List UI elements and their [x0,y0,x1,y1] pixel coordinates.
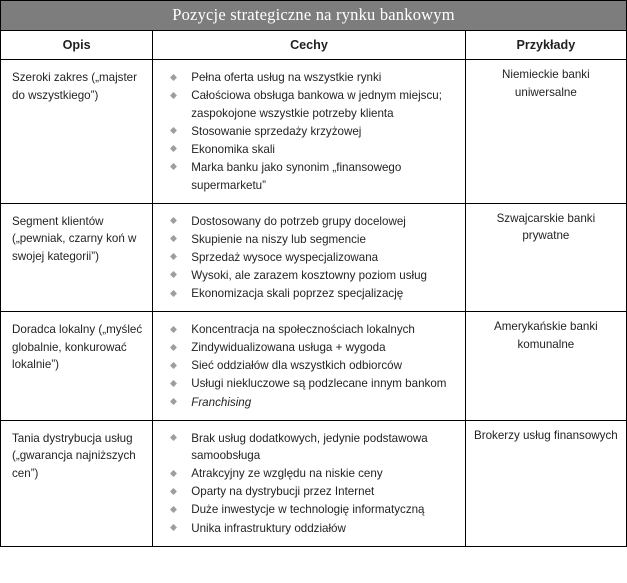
feature-list-item [153,520,454,538]
diamond-bullet-icon [171,164,177,170]
row-example-cell [465,203,626,311]
feature-list-item [153,483,454,501]
feature-text: Usługi niekluczowe są podzlecane innym bankom [191,377,447,391]
table-body [1,60,627,547]
table-row [1,203,627,311]
diamond-bullet-icon [171,381,177,387]
row-features-cell [153,203,465,311]
diamond-bullet-icon [171,146,177,152]
feature-text: Koncentracja na społecznościach lokalnych [191,323,415,337]
feature-text: Skupienie na niszy lub segmencie [191,232,366,246]
feature-list-item [153,357,454,375]
feature-list-item [153,213,454,231]
table-title-row [1,1,627,31]
feature-text: Oparty na dystrybucji przez Internet [191,485,375,499]
row-example-wrap [466,204,626,251]
diamond-bullet-icon [171,236,177,242]
row-description-cell [1,420,153,546]
feature-list-item [153,321,454,339]
feature-text: Wysoki, ale zarazem kosztowny poziom usług [191,268,427,282]
feature-text: Ekonomizacja skali poprzez specjalizację [191,287,404,301]
diamond-bullet-icon [171,435,177,441]
table-header-row [1,31,627,60]
row-example-text: Brokerzy usług finansowych [474,428,618,442]
row-features-cell [153,60,465,204]
row-description-text: Tania dystrybucja usług („gwarancja najniższych cen”) [12,431,136,480]
feature-list-item [153,231,454,249]
table-row [1,60,627,204]
feature-text: Całościowa obsługa bankowa w jednym miejscu; zaspokojone wszystkie potrzeby klienta [191,89,442,120]
feature-text: Franchising [191,395,252,409]
feature-list-item [153,339,454,357]
feature-text: Zindywidualizowana usługa + wygoda [191,341,386,355]
table-row [1,420,627,546]
diamond-bullet-icon [171,345,177,351]
diamond-bullet-icon [171,93,177,99]
feature-text: Atrakcyjny ze względu na niskie ceny [191,467,383,481]
feature-text: Stosowanie sprzedaży krzyżowej [191,124,362,138]
feature-list-item [153,69,454,87]
diamond-bullet-icon [171,363,177,369]
row-example-wrap [466,312,626,359]
row-features-cell [153,420,465,546]
feature-list [153,204,464,311]
feature-list-item [153,159,454,194]
feature-text: Marka banku jako synonim „finansowego supermarketu” [191,160,402,192]
row-description-text: Doradca lokalny („myśleć globalnie, konkurować lokalnie”) [12,323,143,372]
diamond-bullet-icon [171,75,177,81]
feature-text: Sprzedaż wysoce wyspecjalizowana [191,250,379,264]
row-description-cell [1,60,153,204]
column-header-cechy: Cechy [153,31,465,60]
table-title: Pozycje strategiczne na rynku bankowym [1,1,627,31]
feature-list [153,312,464,419]
diamond-bullet-icon [171,254,177,260]
row-example-text: Amerykańskie banki komunalne [493,320,598,351]
feature-list-item [153,394,454,412]
diamond-bullet-icon [171,525,177,531]
feature-text: Sieć oddziałów dla wszystkich odbiorców [191,359,402,373]
diamond-bullet-icon [171,507,177,513]
diamond-bullet-icon [171,128,177,134]
column-header-przyklady: Przykłady [465,31,626,60]
diamond-bullet-icon [171,272,177,278]
diamond-bullet-icon [171,327,177,333]
diamond-bullet-icon [171,471,177,477]
row-description-cell [1,312,153,420]
feature-list [153,60,464,203]
feature-list-item [153,249,454,267]
diamond-bullet-icon [171,291,177,297]
row-example-cell [465,60,626,204]
feature-list-item [153,465,454,483]
feature-text: Pełna oferta usług na wszystkie rynki [191,71,382,84]
feature-list-item [153,87,454,122]
feature-text: Ekonomika skali [191,142,276,156]
diamond-bullet-icon [171,489,177,495]
row-example-text: Niemieckie banki uniwersalne [502,68,590,99]
row-example-wrap [466,421,626,451]
feature-list-item [153,501,454,519]
feature-list-item [153,267,454,285]
feature-list-item [153,123,454,141]
feature-list-item [153,375,454,393]
feature-list-item [153,141,454,159]
diamond-bullet-icon [171,399,177,405]
row-description-text: Szeroki zakres („majster do wszystkiego”) [12,71,137,102]
feature-text: Unika infrastruktury oddziałów [191,521,346,535]
row-example-wrap [466,60,626,107]
feature-text: Duże inwestycje w technologię informatyczną [191,503,425,517]
row-description-text: Segment klientów („pewniak, czarny koń w swojej kategorii”) [12,214,137,263]
feature-text: Dostosowany do potrzeb grupy docelowej [191,214,406,228]
table-row [1,312,627,420]
row-example-text: Szwajcarskie banki prywatne [496,211,596,243]
feature-text: Brak usług dodatkowych, jedynie podstawowa samoobsługa [191,431,428,463]
feature-list-item [153,285,454,303]
column-header-opis: Opis [1,31,153,60]
row-features-cell [153,312,465,420]
feature-list-item [153,430,454,465]
row-example-cell [465,312,626,420]
feature-list [153,421,464,546]
diamond-bullet-icon [171,218,177,224]
row-example-cell [465,420,626,546]
row-description-cell [1,203,153,311]
